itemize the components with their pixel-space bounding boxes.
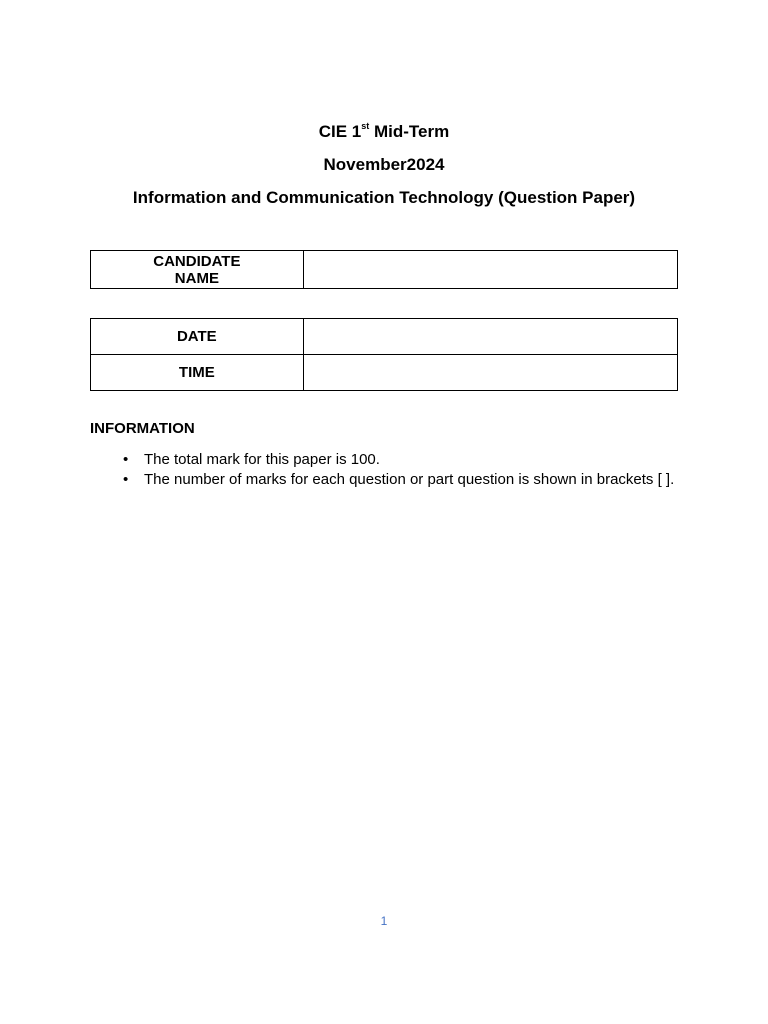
candidate-name-row [91, 251, 678, 289]
exam-title [0, 122, 768, 142]
bullet-icon: • [123, 451, 129, 468]
information-item-text: The total mark for this paper is 100. [144, 451, 380, 468]
candidate-name-label-line1: CANDIDATE [153, 252, 241, 270]
information-heading: INFORMATION [90, 420, 195, 437]
list-item [90, 450, 674, 470]
date-time-table [90, 318, 678, 391]
date-field[interactable] [303, 319, 677, 355]
date-row [91, 319, 678, 355]
exam-session: November2024 [323, 155, 445, 174]
time-label: TIME [91, 355, 304, 391]
list-item [90, 470, 674, 490]
exam-title-superscript: st [361, 121, 370, 131]
exam-title-prefix: CIE 1 [318, 122, 362, 141]
candidate-name-label [91, 251, 304, 289]
bullet-icon: • [123, 471, 129, 488]
candidate-name-field[interactable] [303, 251, 677, 289]
exam-subject: Information and Communication Technology (Question Paper) [132, 188, 636, 207]
time-row [91, 355, 678, 391]
candidate-name-table [90, 250, 678, 289]
time-field[interactable] [303, 355, 677, 391]
exam-title-suffix: Mid-Term [369, 122, 450, 141]
date-label: DATE [91, 319, 304, 355]
information-item-text: The number of marks for each question or part question is shown in brackets [ ]. [144, 471, 675, 488]
candidate-name-label-line2: NAME [174, 269, 219, 287]
information-list [90, 450, 674, 490]
page-number: 1 [380, 914, 388, 928]
